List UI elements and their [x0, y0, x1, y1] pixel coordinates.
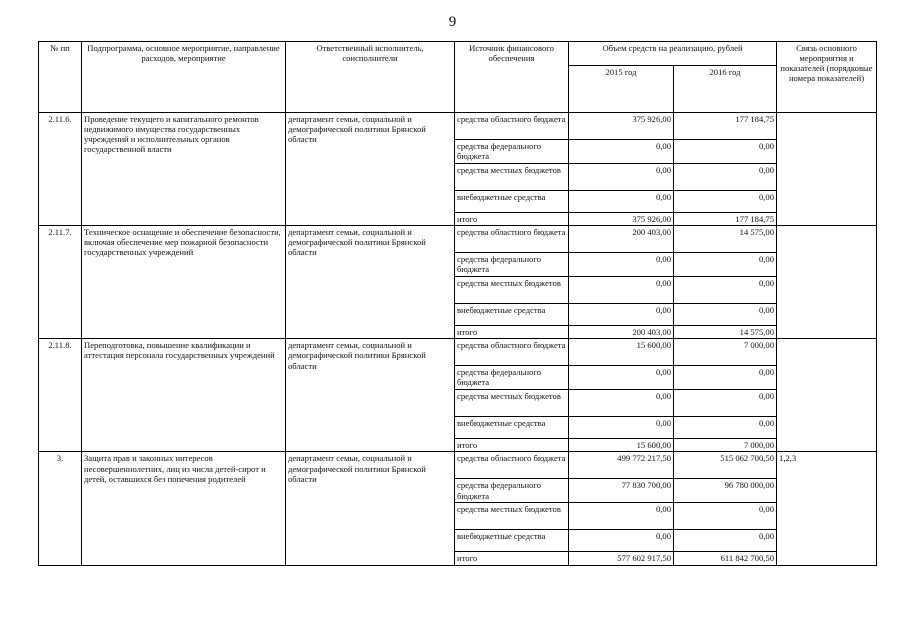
header-year-2016: 2016 год [674, 66, 777, 113]
amount-2015: 0,00 [569, 417, 674, 439]
amount-2015: 77 830 700,00 [569, 479, 674, 503]
measure-code: 2.11.6. [39, 113, 82, 226]
indicator-link [777, 339, 877, 452]
header-source: Источник финансового обеспечения [455, 42, 569, 113]
total-2015: 200 403,00 [569, 326, 674, 339]
amount-2015: 0,00 [569, 191, 674, 213]
header-executor: Ответственный исполнитель, соисполнители [286, 42, 455, 113]
funding-source: средства областного бюджета [455, 339, 569, 366]
amount-2016: 177 184,75 [674, 113, 777, 140]
measure-executor: департамент семьи, социальной и демографической политики Брянской области [286, 339, 455, 452]
header-num: № пп [39, 42, 82, 113]
funding-source: средства областного бюджета [455, 452, 569, 479]
measure-executor: департамент семьи, социальной и демографической политики Брянской области [286, 113, 455, 226]
amount-2015: 200 403,00 [569, 226, 674, 253]
amount-2016: 0,00 [674, 304, 777, 326]
total-2015: 375 926,00 [569, 213, 674, 226]
amount-2016: 515 062 700,50 [674, 452, 777, 479]
page-number: 9 [448, 14, 457, 30]
table-row [39, 226, 877, 253]
amount-2016: 0,00 [674, 390, 777, 417]
funding-source: средства областного бюджета [455, 226, 569, 253]
amount-2016: 0,00 [674, 164, 777, 191]
measure-executor: департамент семьи, социальной и демографической политики Брянской области [286, 226, 455, 339]
amount-2015: 0,00 [569, 277, 674, 304]
amount-2015: 0,00 [569, 253, 674, 277]
amount-2015: 499 772 217,50 [569, 452, 674, 479]
amount-2016: 0,00 [674, 140, 777, 164]
indicator-link [777, 226, 877, 339]
amount-2015: 15 600,00 [569, 339, 674, 366]
table-row [39, 113, 877, 140]
funding-source: средства местных бюджетов [455, 503, 569, 530]
funding-source: средства местных бюджетов [455, 390, 569, 417]
funding-source: внебюджетные средства [455, 304, 569, 326]
amount-2016: 0,00 [674, 253, 777, 277]
measure-code: 2.11.7. [39, 226, 82, 339]
funding-source: внебюджетные средства [455, 191, 569, 213]
measure-name: Проведение текущего и капитального ремонтов недвижимого имущества государственных учреждений и исполнительных органов государственной власти [82, 113, 286, 226]
amount-2015: 0,00 [569, 140, 674, 164]
total-2016: 177 184,75 [674, 213, 777, 226]
amount-2016: 96 780 000,00 [674, 479, 777, 503]
measure-executor: департамент семьи, социальной и демографической политики Брянской области [286, 452, 455, 565]
budget-table [38, 41, 877, 566]
table-row [39, 339, 877, 366]
amount-2015: 375 926,00 [569, 113, 674, 140]
indicator-link [777, 113, 877, 226]
amount-2016: 7 000,00 [674, 339, 777, 366]
funding-source: средства федерального бюджета [455, 140, 569, 164]
amount-2015: 0,00 [569, 304, 674, 326]
total-2016: 611 842 700,50 [674, 552, 777, 565]
funding-source: средства федерального бюджета [455, 366, 569, 390]
total-label: итого [455, 439, 569, 452]
header-subprogram: Подпрограмма, основное мероприятие, направление расходов, мероприятие [82, 42, 286, 113]
funding-source: внебюджетные средства [455, 530, 569, 552]
amount-2016: 0,00 [674, 191, 777, 213]
table-row [39, 452, 877, 479]
measure-code: 3. [39, 452, 82, 565]
amount-2015: 0,00 [569, 530, 674, 552]
funding-source: средства местных бюджетов [455, 277, 569, 304]
header-volume: Объем средств на реализацию, рублей [569, 42, 777, 66]
total-label: итого [455, 213, 569, 226]
funding-source: средства областного бюджета [455, 113, 569, 140]
amount-2015: 0,00 [569, 164, 674, 191]
table-header-row [39, 42, 877, 66]
amount-2016: 0,00 [674, 417, 777, 439]
amount-2016: 0,00 [674, 366, 777, 390]
measure-name: Техническое оснащение и обеспечение безопасности, включая обеспечение мер пожарной безопасности государственных учреждений [82, 226, 286, 339]
amount-2015: 0,00 [569, 503, 674, 530]
funding-source: средства федерального бюджета [455, 253, 569, 277]
amount-2016: 0,00 [674, 277, 777, 304]
funding-source: средства федерального бюджета [455, 479, 569, 503]
total-2015: 577 602 917,50 [569, 552, 674, 565]
total-2016: 7 000,00 [674, 439, 777, 452]
total-label: итого [455, 552, 569, 565]
amount-2016: 0,00 [674, 530, 777, 552]
funding-source: внебюджетные средства [455, 417, 569, 439]
table-body [39, 113, 877, 566]
total-2016: 14 575,00 [674, 326, 777, 339]
total-label: итого [455, 326, 569, 339]
header-link: Связь основного мероприятия и показателей (порядковые номера показателей) [777, 42, 877, 113]
amount-2016: 0,00 [674, 503, 777, 530]
amount-2015: 0,00 [569, 366, 674, 390]
indicator-link: 1,2,3 [777, 452, 877, 565]
header-year-2015: 2015 год [569, 66, 674, 113]
amount-2015: 0,00 [569, 390, 674, 417]
measure-code: 2.11.8. [39, 339, 82, 452]
total-2015: 15 600,00 [569, 439, 674, 452]
funding-source: средства местных бюджетов [455, 164, 569, 191]
amount-2016: 14 575,00 [674, 226, 777, 253]
measure-name: Защита прав и законных интересов несовершеннолетних, лиц из числа детей-сирот и детей, оставшихся без попечения родителей [82, 452, 286, 565]
measure-name: Переподготовка, повышение квалификации и аттестация персонала государственных учреждений [82, 339, 286, 452]
